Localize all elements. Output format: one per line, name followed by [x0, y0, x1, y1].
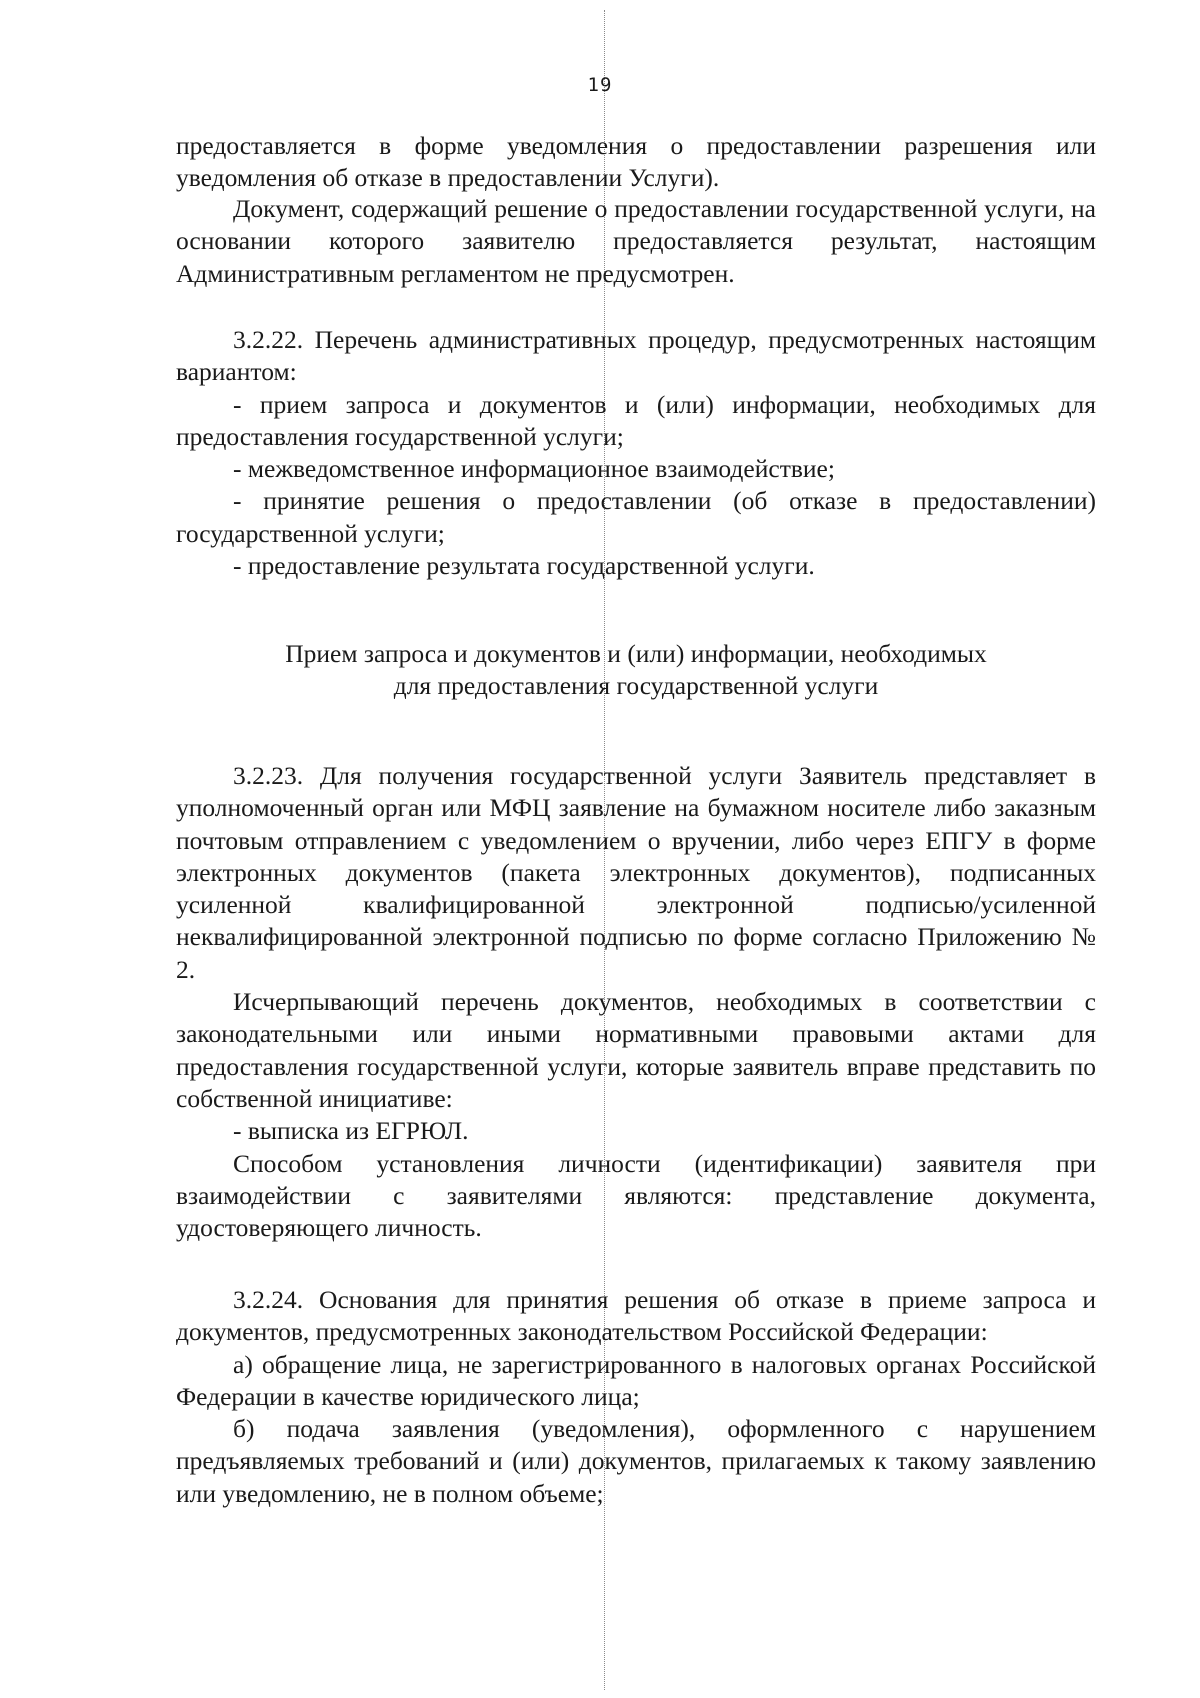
text-block-decision-document — [176, 193, 1096, 290]
text-block-procedures — [176, 324, 1096, 582]
paragraph-3-2-23: 3.2.23. Для получения государственной услуги Заявитель представляет в уполномоченный орган или МФЦ заявление на бумажном носителе либо заказным почтовым отправлением с уведомлением о вручении, либо через ЕПГУ в форме электронных документов (пакета электронных документов), подписанных усиленной квалифицированной электронной подписью/усиленной неквалифицированной электронной подписью по форме согласно Приложению № 2. — [176, 761, 1096, 984]
paragraph-documents-list: Исчерпывающий перечень документов, необходимых в соответствии с законодательными или иными нормативными правовыми актами для предоставления государственной услуги, которые заявитель вправе представить по собственной инициативе: — [176, 987, 1096, 1113]
text-block-continuation — [176, 130, 1096, 195]
paragraph-3-2-24: 3.2.24. Основания для принятия решения об отказе в приеме запроса и документов, предусмотренных законодательством Российской Федерации: — [176, 1285, 1096, 1347]
paragraph-3-2-22: 3.2.22. Перечень административных процедур, предусмотренных настоящим вариантом: — [176, 325, 1096, 387]
list-item-decision: - принятие решения о предоставлении (об отказе в предоставлении) государственной услуги; — [176, 486, 1096, 548]
text-block-3-2-23 — [176, 760, 1096, 1244]
page-number: 19 — [587, 74, 613, 96]
list-item-interagency: - межведомственное информационное взаимодействие; — [233, 454, 835, 484]
section-heading-line-1: Прием запроса и документов и (или) информации, необходимых — [285, 639, 987, 668]
list-item-egrul: - выписка из ЕГРЮЛ. — [233, 1116, 469, 1146]
list-item-b: б) подача заявления (уведомления), оформленного с нарушением предъявляемых требований и (или) документов, прилагаемых к такому заявлению или уведомлению, не в полном объеме; — [176, 1414, 1096, 1508]
list-item-result: - предоставление результата государственной услуги. — [233, 551, 815, 581]
paragraph-identification: Способом установления личности (идентификации) заявителя при взаимодействии с заявителями являются: представление документа, удостоверяющего личность. — [176, 1148, 1096, 1243]
section-heading-line-2: для предоставления государственной услуги — [393, 671, 879, 701]
list-item-a: а) обращение лица, не зарегистрированного в налоговых органах Российской Федерации в качестве юридического лица; — [176, 1349, 1096, 1411]
list-item-request-reception: - прием запроса и документов и (или) информации, необходимых для предоставления государственной услуги; — [176, 389, 1096, 451]
paragraph-result-form: предоставляется в форме уведомления о предоставлении разрешения или уведомления об отказе в предоставлении Услуги). — [176, 131, 1096, 193]
text-block-3-2-24 — [176, 1284, 1096, 1510]
paragraph-decision-document: Документ, содержащий решение о предоставлении государственной услуги, на основании которого заявителю предоставляется результат, настоящим Административным регламентом не предусмотрен. — [176, 194, 1096, 288]
section-heading — [176, 638, 1096, 703]
